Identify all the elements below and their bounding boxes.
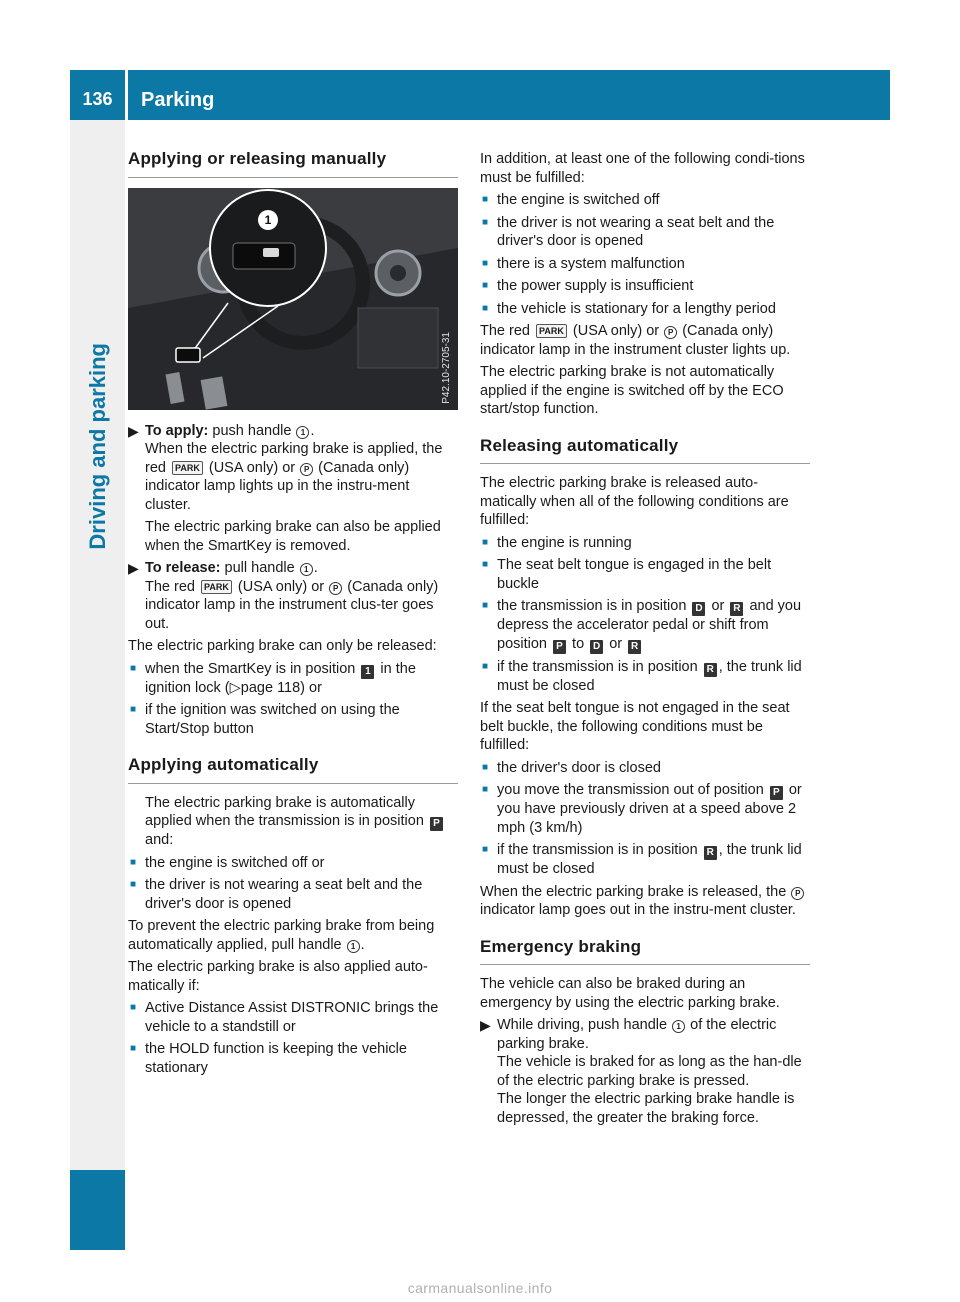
gear-r-icon: R — [704, 663, 717, 677]
list-item: ■ when the SmartKey is in position 1 in the ignition lock (▷page 118) or — [130, 660, 416, 696]
side-tab-label: Driving and parking — [84, 343, 110, 550]
circle-p-lamp-icon: P — [791, 887, 804, 900]
bullet-icon: ■ — [482, 536, 489, 548]
dashboard-illustration — [128, 188, 458, 410]
side-tab-block — [70, 1170, 125, 1250]
page-number: 136 — [82, 89, 113, 109]
page-title: Parking — [141, 89, 215, 111]
park-lamp-icon: PARK — [201, 580, 232, 594]
bullet-icon: ■ — [130, 662, 137, 674]
callout-1-icon: 1 — [672, 1020, 685, 1033]
bullet-icon: ■ — [482, 844, 489, 855]
side-tab-label-wrap — [70, 120, 125, 550]
step-arrow-icon: ▶ — [128, 560, 139, 576]
park-lamp-icon: PARK — [536, 324, 567, 338]
dashboard-photo — [128, 188, 458, 410]
list-item: ■ the driver is not wearing a seat belt and the driver's door is opened — [482, 214, 775, 249]
key-position-icon: 1 — [361, 665, 374, 679]
bullet-icon: ■ — [482, 600, 489, 611]
list-item: ■ the driver's door is closed — [482, 759, 661, 776]
gear-r-icon: R — [730, 602, 743, 616]
gear-r-icon: R — [628, 640, 641, 654]
right-column: In addition, at least one of the following condi-tions must be fulfilled: ■ the engine is switched off ■ the driver is not wearing a seat belt and the driver's door is opened ■ there is a system malfunction ■ the power supply is insufficient ■ the vehicle is stationary for a lengthy period The red PARK (USA only) or P (Canada only) indicator lamp in the instrument cluster lights up. The electric parking brake is not automatically applied if the engine is switched off by the ECO start/stop function. Releasing automatically The electric parking brake is released auto-matically when all of the following conditions are fulfilled: ■ the engine is running ■ The seat belt tongue is engaged in the belt buckle ■ the transmission is in position D or R and you depress the accelerator pedal or shift from position P to D or R ■ if the transmission is in position R , the trunk lid must be closed If the seat belt tongue is not engaged in the seat belt buckle, the following conditions must be fulfilled: ■ the driver's door is closed ■ you move the transmission out of position P or you have previously driven at a speed above 2 mph (3 km/h) ■ if the transmission is in position R , the trunk lid must be closed When the electric parking brake is released, the P indicator lamp goes out in the instru-ment cluster. Emergency braking The vehicle can also be braked during an emergency by using the electric parking brake. ▶ While driving, push handle 1 of the electric parking brake. The vehicle is braked for as long as the han-dle of the electric parking brake is pressed. The longer the electric parking brake handle is depressed, the greater the braking force. — [480, 150, 810, 1131]
bullet-icon: ■ — [130, 1002, 137, 1013]
list-item: ■ the driver is not wearing a seat belt and the driver's door is opened — [130, 877, 423, 912]
callout-1-icon: 1 — [347, 940, 360, 953]
bullet-icon: ■ — [482, 194, 489, 205]
callout-1-icon: 1 — [300, 563, 313, 576]
bullet-icon: ■ — [482, 280, 489, 291]
step-apply: ▶ To apply: push handle 1 . When the electric parking brake is applied, the red PARK (USA only) or P (Canada only) indicator lamp lights up in the instru-ment cluster. The electric parking brake can also be applied when the SmartKey is removed. — [128, 422, 458, 556]
list-item: ■ if the transmission is in position R , the trunk lid must be closed — [482, 658, 802, 694]
list-item: ■ you move the transmission out of position P or you have previously driven at a speed above 2 mph (3 km/h) — [482, 782, 802, 836]
section-title-auto-apply: Applying automatically — [128, 756, 458, 784]
page-ref-arrow-icon: ▷ — [229, 679, 241, 696]
list-item: ■ there is a system malfunction — [482, 255, 685, 272]
photo-callout-1: 1 — [264, 212, 272, 227]
bullet-icon: ■ — [482, 559, 489, 570]
step-release-label: To release: — [145, 560, 221, 576]
gear-d-icon: D — [590, 640, 603, 654]
section-title-emergency: Emergency braking — [480, 938, 810, 966]
gear-p-icon: P — [430, 817, 443, 831]
bullet-icon: ■ — [482, 302, 489, 314]
list-item: ■ the engine is running — [482, 534, 632, 551]
footer-watermark: carmanualsonline.info — [407, 1280, 553, 1296]
step-apply-detail: When the electric parking brake is applied, the red — [145, 441, 443, 476]
list-item: ■ the engine is switched off or — [130, 854, 325, 871]
step-apply-note: The electric parking brake can also be applied when the SmartKey is removed. — [145, 519, 441, 554]
circle-p-lamp-icon: P — [664, 326, 677, 339]
step-arrow-icon: ▶ — [480, 1017, 491, 1033]
bullet-icon: ■ — [130, 704, 137, 715]
bullet-icon: ■ — [130, 1043, 137, 1054]
bullet-icon: ■ — [130, 879, 137, 890]
bullet-icon: ■ — [130, 856, 137, 868]
section-title-manual: Applying or releasing manually — [128, 150, 458, 178]
section-title-auto-release: Releasing automatically — [480, 437, 810, 465]
page-ref-link[interactable]: page 118) or — [240, 679, 322, 696]
list-item: ■ if the ignition was switched on using the Start/Stop button — [130, 702, 400, 737]
gear-p-icon: P — [770, 786, 783, 800]
bullet-icon: ■ — [482, 257, 489, 269]
release-intro: The electric parking brake can only be released: — [128, 638, 437, 654]
list-item: ■ Active Distance Assist DISTRONIC brings the vehicle to a standstill or — [130, 1000, 439, 1035]
header-divider — [125, 70, 128, 120]
list-item: ■ the transmission is in position D or R and you depress the accelerator pedal or shift from position P to D or R — [482, 598, 802, 652]
image-reference: P42.10-2705-31 — [440, 331, 452, 404]
step-arrow-icon: ▶ — [128, 422, 139, 439]
list-item: ■ if the transmission is in position R , the trunk lid must be closed — [482, 842, 802, 877]
circle-p-lamp-icon: P — [300, 463, 313, 476]
list-item: ■ the engine is switched off — [482, 192, 660, 208]
gear-r-icon: R — [704, 846, 717, 860]
gear-p-icon: P — [553, 640, 566, 654]
step-apply-label: To apply: — [145, 422, 209, 439]
gear-d-icon: D — [692, 602, 705, 616]
bullet-icon: ■ — [482, 761, 489, 773]
bullet-icon: ■ — [482, 216, 489, 228]
left-column: Applying or releasing manually 1 P42.10-2705-31 ▶ To apply: push handle 1 . When the electric parking brake is applied, the red PARK (USA only) or P (Canada only) indicator lamp lights up in the instru-ment cluster. The electric parking brake can also be applied when the SmartKey is removed. ▶ To release: pull handle 1 . The red PARK (USA only) or P (Canada only) indicator lamp in the instrument clus-ter goes out. The electric parking brake can only be released: ■ when the SmartKey is in position 1 in the ignition lock (▷page 118) or ■ if the ignition was switched on using the Start/Stop button Applying automatically The electric parking brake is automatically applied when the transmission is in position P and: ■ the engine is switched off or ■ the driver is not wearing a seat belt and the driver's door is opened To prevent the electric parking brake from being automatically applied, pull handle 1 . The electric parking brake is also applied auto-matically if: ■ Active Distance Assist DISTRONIC brings the vehicle to a standstill or ■ the HOLD function is keeping the vehicle stationary — [128, 150, 458, 1081]
list-item: ■ the HOLD function is keeping the vehicle stationary — [130, 1041, 407, 1076]
bullet-icon: ■ — [482, 660, 489, 672]
step-emergency: ▶ While driving, push handle 1 of the electric parking brake. The vehicle is braked for as long as the han-dle of the electric parking brake is pressed. The longer the electric parking brake handle is depressed, the greater the braking force. — [480, 1017, 802, 1126]
step-apply-text: push handle — [212, 422, 292, 439]
callout-1-icon: 1 — [296, 426, 309, 439]
circle-p-lamp-icon: P — [329, 582, 342, 595]
park-lamp-icon: PARK — [172, 461, 203, 475]
step-release: ▶ To release: pull handle 1 . The red PARK (USA only) or P (Canada only) indicator lamp in the instrument clus-ter goes out. — [128, 560, 439, 632]
list-item: ■ the power supply is insufficient — [482, 278, 694, 294]
list-item: ■ the vehicle is stationary for a lengthy period — [482, 300, 776, 317]
list-item: ■ The seat belt tongue is engaged in the belt buckle — [482, 557, 772, 592]
bullet-icon: ■ — [482, 784, 489, 795]
